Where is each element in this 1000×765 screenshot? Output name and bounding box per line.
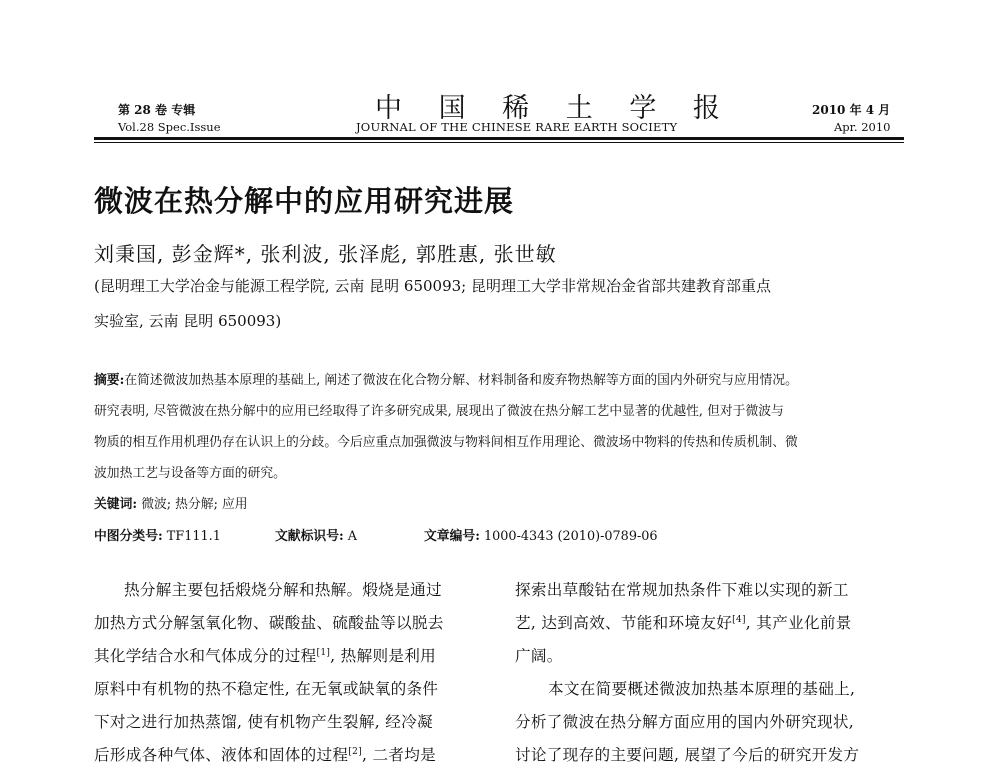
affiliation-line-1: (昆明理工大学冶金与能源工程学院, 云南 昆明 650093; 昆明理工大学非常规冶金省部共建教育部重点 — [94, 277, 772, 295]
body-text: 艺, 达到高效、节能和环境友好 — [515, 614, 733, 632]
body-right-line: 分析了微波在热分解方面应用的国内外研究现状, — [515, 713, 855, 731]
abstract-text: 在简述微波加热基本原理的基础上, 阐述了微波在化合物分解、材料制备和废弃物热解等方面的国内外研究与应用情况。 — [124, 373, 798, 388]
article-no-line — [424, 525, 658, 544]
journal-subtitle: JOURNAL OF THE CHINESE RARE EARTH SOCIETY — [356, 120, 678, 134]
body-text: 后形成各种气体、液体和固体的过程 — [94, 746, 349, 764]
body-text: , 热解则是利用 — [330, 647, 437, 665]
citation-ref: [1] — [316, 647, 331, 658]
doc-code-value: A — [347, 529, 358, 544]
affiliation-line-2: 实验室, 云南 昆明 650093) — [94, 312, 282, 330]
issue-date-en: Apr. 2010 — [834, 120, 891, 134]
body-left-line: 下对之进行加热蒸馏, 使有机物产生裂解, 经冷凝 — [94, 713, 433, 731]
body-text: , 其产业化前景 — [745, 614, 852, 632]
abstract-line: 波加热工艺与设备等方面的研究。 — [94, 466, 286, 481]
clc-value: TF111.1 — [166, 529, 221, 544]
clc-label: 中图分类号: — [94, 529, 163, 544]
body-right-line: 讨论了现存的主要问题, 展望了今后的研究开发方 — [515, 746, 860, 764]
doc-code-label: 文献标识号: — [275, 529, 344, 544]
journal-title: 中 国 稀 土 学 报 — [375, 93, 734, 124]
keywords-value: 微波; 热分解; 应用 — [141, 497, 248, 512]
keywords-line — [94, 493, 248, 512]
paper-title: 微波在热分解中的应用研究进展 — [94, 184, 515, 218]
body-left-line: 原料中有机物的热不稳定性, 在无氧或缺氧的条件 — [94, 680, 439, 698]
abstract-line: 物质的相互作用机理仍存在认识上的分歧。今后应重点加强微波与物料间相互作用理论、微波场中物料的传热和传质机制、微 — [94, 435, 798, 450]
body-left-line — [94, 644, 436, 666]
body-right-line: 本文在简要概述微波加热基本原理的基础上, — [548, 680, 856, 698]
body-text: 其化学结合水和气体成分的过程 — [94, 647, 317, 665]
header-rule — [94, 137, 904, 140]
issue-date-cn: 2010 年 4 月 — [812, 103, 891, 117]
citation-ref: [2] — [348, 746, 362, 757]
classification-line — [94, 525, 221, 544]
body-left-line: 热分解主要包括煅烧分解和热解。煅烧是通过 — [124, 581, 442, 599]
citation-ref: [4] — [732, 614, 746, 625]
header-rule-thin — [94, 142, 904, 143]
abstract-line — [94, 369, 798, 388]
volume-issue-en: Vol.28 Spec.Issue — [118, 120, 221, 134]
volume-issue-cn: 第 28 卷 专辑 — [118, 103, 196, 117]
keywords-label: 关键词: — [94, 497, 138, 512]
body-right-line: 广阔。 — [515, 647, 563, 665]
paper-authors: 刘秉国, 彭金辉*, 张利波, 张泽彪, 郭胜惠, 张世敏 — [94, 242, 557, 266]
doc-code-line — [275, 525, 357, 544]
abstract-line: 研究表明, 尽管微波在热分解中的应用已经取得了许多研究成果, 展现出了微波在热分解工艺中显著的优越性, 但对于微波与 — [94, 404, 784, 419]
body-text: , 二者均是 — [361, 746, 437, 764]
abstract-label: 摘要: — [94, 373, 125, 388]
article-no-label: 文章编号: — [424, 529, 480, 544]
article-no-value: 1000-4343 (2010)-0789-06 — [484, 529, 658, 544]
body-right-line — [515, 611, 852, 633]
body-right-line: 探索出草酸钴在常规加热条件下难以实现的新工 — [515, 581, 849, 599]
body-left-line: 加热方式分解氢氧化物、碳酸盐、硫酸盐等以脱去 — [94, 614, 444, 632]
body-left-line — [94, 743, 436, 765]
